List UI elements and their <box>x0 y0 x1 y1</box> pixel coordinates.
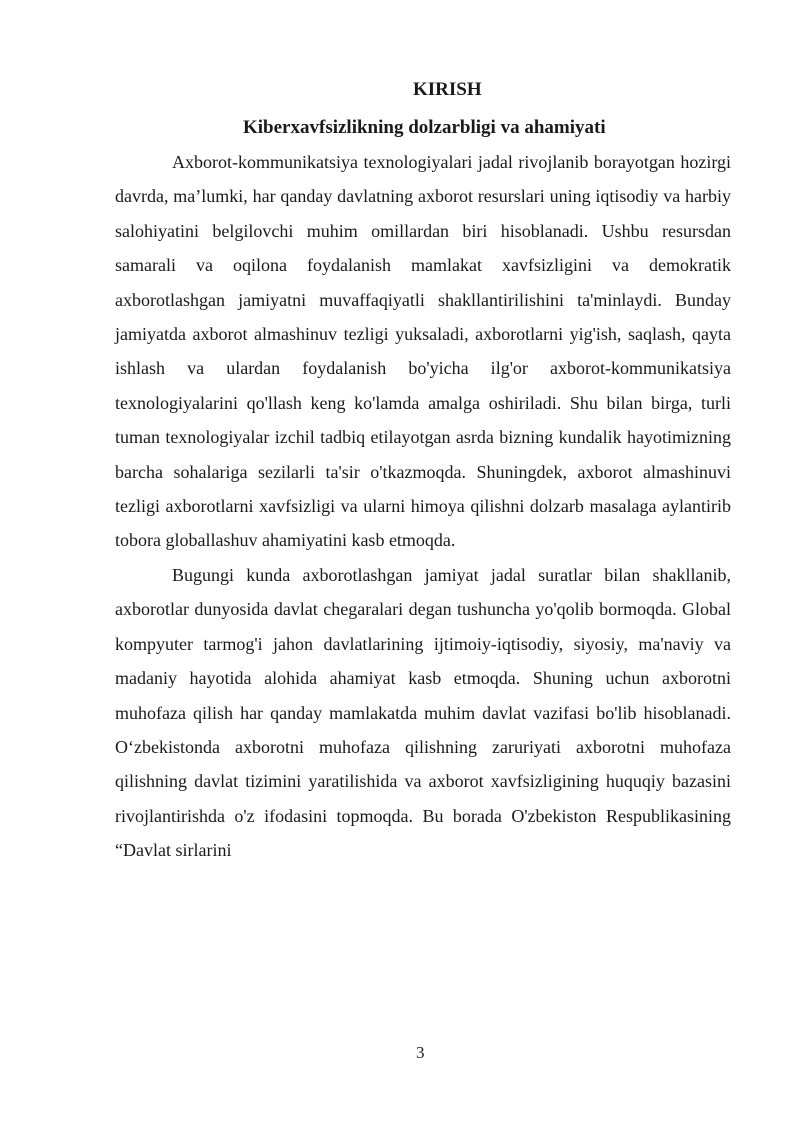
paragraph-1: Axborot-kommunikatsiya texnologiyalari jadal rivojlanib borayotgan hozirgi davrda, ma’lumki, har qanday davlatning axborot resurslari uning iqtisodiy va harbiy salohiyatini belgilovchi muhim omillardan biri hisoblanadi. Ushbu resursdan samarali va oqilona foydalanish mamlakat xavfsizligini va demokratik axborotlashgan jamiyatni muvaffaqiyatli shakllantirilishini ta'minlaydi. Bunday jamiyatda axborot almashinuv tezligi yuksaladi, axborotlarni yig'ish, saqlash, qayta ishlash va ulardan foydalanish bo'yicha ilg'or axborot-kommunikatsiya texnologiyalarini qo'llash keng ko'lamda amalga oshiriladi. Shu bilan birga, turli tuman texnologiyalar izchil tadbiq etilayotgan asrda bizning kundalik hayotimizning barcha sohalariga sezilarli ta'sir o'tkazmoqda. Shuningdek, axborot almashinuvi tezligi axborotlarni xavfsizligi va ularni himoya qilishni dolzarb masalaga aylantirib tobora globallashuv ahamiyatini kasb etmoqda. <box>115 152 731 551</box>
body-text <box>115 145 731 868</box>
page-title: KIRISH <box>413 79 482 100</box>
section-subtitle: Kiberxavfsizlikning dolzarbligi va ahamiyati <box>243 117 606 138</box>
page-number: 3 <box>416 1043 425 1062</box>
paragraph-2: Bugungi kunda axborotlashgan jamiyat jadal suratlar bilan shakllanib, axborotlar dunyosida davlat chegaralari degan tushuncha yo'qolib bormoqda. Global kompyuter tarmog'i jahon davlatlarining ijtimoiy-iqtisodiy, siyosiy, ma'naviy va madaniy hayotida alohida ahamiyat kasb etmoqda. Shuning uchun axborotni muhofaza qilish har qanday mamlakatda muhim davlat vazifasi bo'lib hisoblanadi. O‘zbekistonda axborotni muhofaza qilishning zaruriyati axborotni muhofaza qilishning davlat tizimini yaratilishida va axborot xavfsizligining huquqiy bazasini rivojlantirishda o'z ifodasini topmoqda. Bu borada O'zbekiston Respublikasining “Davlat sirlarini <box>115 564 731 861</box>
